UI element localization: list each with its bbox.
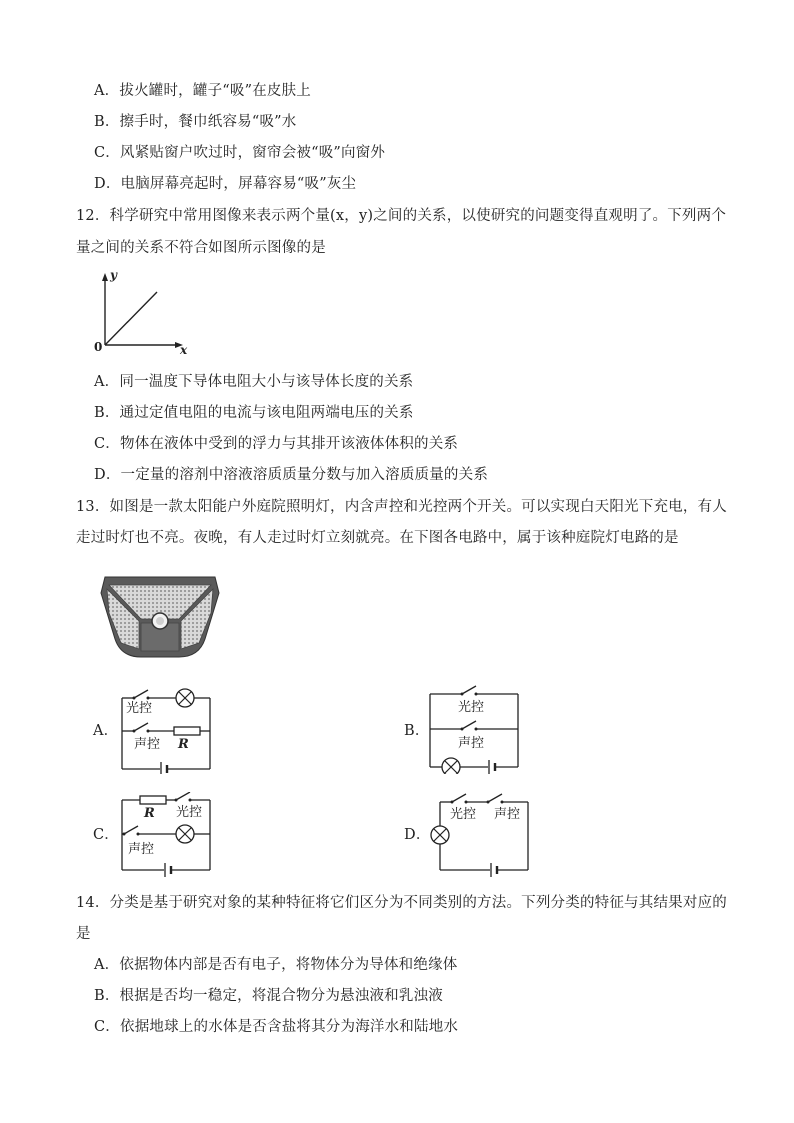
q11-option-c: C．风紧贴窗户吹过时，窗帘会被“吸”向窗外 [94, 145, 386, 161]
circuit-c-switch1-label: 光控 [176, 805, 203, 820]
q12-graph [90, 268, 200, 360]
q12-option-c: C．物体在液体中受到的浮力与其排开该液体体积的关系 [94, 436, 459, 452]
circuit-d [426, 792, 532, 878]
q12-graph-y-label: y [110, 268, 117, 282]
q13-stem-line2: 走过时灯也不亮。夜晚，有人走过时灯立刻就亮。在下图各电路中，属于该种庭院灯电路的是 [76, 530, 679, 546]
circuit-c-resistor-label: R [144, 806, 155, 821]
circuit-d-lamp-icon [431, 826, 449, 844]
q14-stem-line2: 是 [76, 926, 91, 942]
circuit-c-lamp-icon [176, 825, 194, 843]
circuit-c-wires [118, 792, 218, 878]
q11-option-b: B．擦手时，餐巾纸容易“吸”水 [94, 114, 297, 130]
circuit-a-switch2-label: 声控 [134, 737, 161, 752]
circuit-b-label: B． [404, 723, 430, 739]
q12-graph-line [105, 292, 157, 345]
circuit-b-switch2-label: 声控 [458, 736, 485, 751]
q12-option-d: D．一定量的溶剂中溶液溶质质量分数与加入溶质质量的关系 [94, 467, 489, 483]
circuit-a-resistor-label: R [178, 737, 189, 752]
q12-graph-x-label: x [180, 343, 188, 357]
q12-stem-line2: 量之间的关系不符合如图所示图像的是 [76, 240, 326, 256]
circuit-a-lamp-icon [176, 689, 194, 707]
q12-stem-line1: 12．科学研究中常用图像来表示两个量(x，y)之间的关系，以使研究的问题变得直观明了。下列两个 [76, 208, 727, 224]
circuit-c-switch2-label: 声控 [128, 842, 155, 857]
q11-option-d: D．电脑屏幕亮起时，屏幕容易“吸”灰尘 [94, 176, 357, 192]
q14-stem-line1: 14．分类是基于研究对象的某种特征将它们区分为不同类别的方法。下列分类的特征与其结果对应的 [76, 895, 727, 911]
q11-option-a: A．拔火罐时，罐子“吸”在皮肤上 [94, 83, 311, 99]
q12-graph-origin-label: 0 [94, 340, 103, 354]
q13-stem-line1: 13．如图是一款太阳能户外庭院照明灯，内含声控和光控两个开关。可以实现白天阳光下充电，有人 [76, 499, 727, 515]
solar-lamp-image [99, 573, 221, 659]
q14-option-c: C．依据地球上的水体是否含盐将其分为海洋水和陆地水 [94, 1019, 459, 1035]
q12-option-a: A．同一温度下导体电阻大小与该导体长度的关系 [94, 374, 414, 390]
circuit-a-wires [118, 682, 218, 774]
circuit-b-lamp-icon [442, 758, 460, 774]
circuit-a-switch1-label: 光控 [126, 701, 153, 716]
circuit-d-switch2-label: 声控 [494, 807, 521, 822]
circuit-a [118, 682, 218, 774]
circuit-d-label: D． [404, 827, 431, 843]
circuit-a-label: A． [93, 723, 119, 739]
q14-option-b: B．根据是否均一稳定，将混合物分为悬浊液和乳浊液 [94, 988, 443, 1004]
q14-option-a: A．依据物体内部是否有电子，将物体分为导体和绝缘体 [94, 957, 458, 973]
circuit-c [118, 792, 218, 878]
circuit-b [426, 682, 526, 774]
circuit-d-switch1-label: 光控 [450, 807, 477, 822]
circuit-b-switch1-label: 光控 [458, 700, 485, 715]
q12-option-b: B．通过定值电阻的电流与该电阻两端电压的关系 [94, 405, 414, 421]
circuit-c-label: C． [93, 827, 119, 843]
